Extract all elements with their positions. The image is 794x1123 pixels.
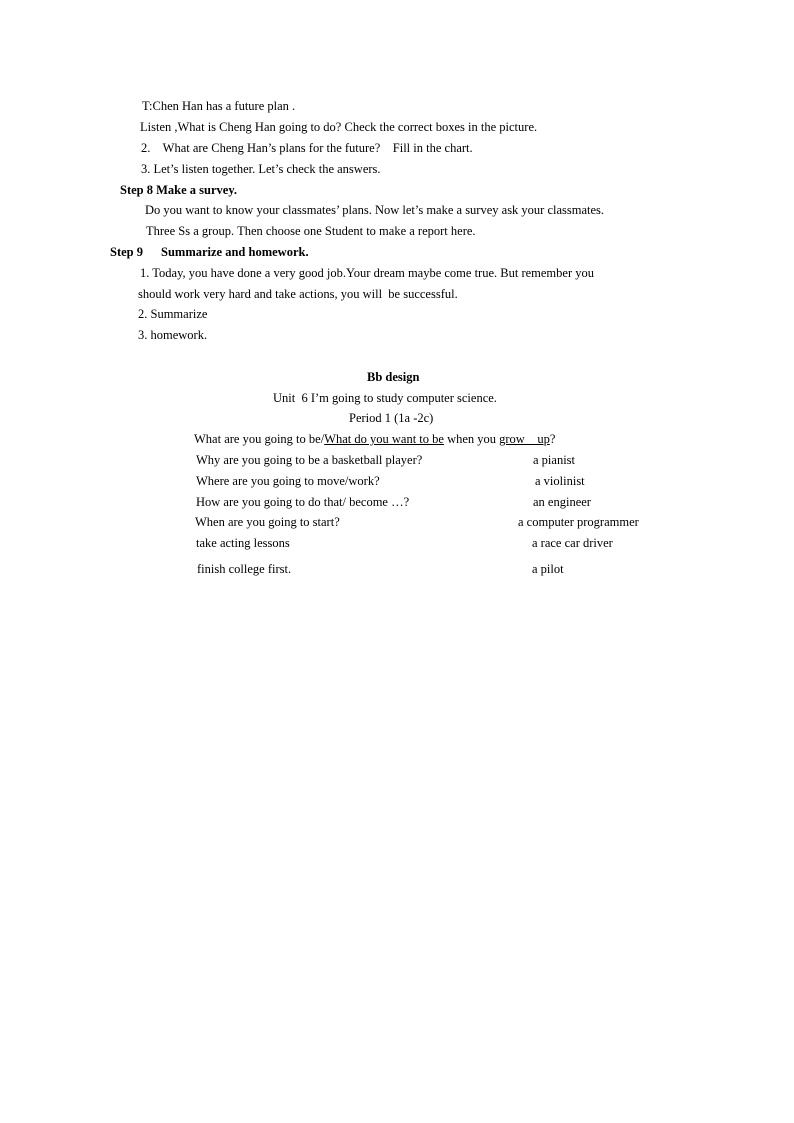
board-left-item: How are you going to do that/ become …? (196, 495, 410, 509)
board-question (194, 432, 555, 447)
step9-heading-step: Step 9 (110, 245, 143, 259)
intro-item-2: 2. What are Cheng Han’s plans for the future? Fill in the chart. (141, 141, 473, 155)
listen-line: Listen ,What is Cheng Han going to do? Check the correct boxes in the picture. (140, 120, 538, 134)
step8-line-1: Do you want to know your classmates’ plans. Now let’s make a survey ask your classmates. (145, 203, 605, 217)
board-question-part-2: when you (443, 432, 500, 446)
board-question-part-1: What are you going to be/ (194, 432, 325, 446)
step9-heading (110, 245, 309, 260)
step8-line-2: Three Ss a group. Then choose one Student to make a report here. (146, 224, 476, 238)
board-right-item: a pilot (532, 562, 564, 576)
teacher-line: T:Chen Han has a future plan . (142, 99, 296, 113)
board-period: Period 1 (1a -2c) (349, 411, 434, 425)
board-right-item: a violinist (535, 474, 585, 488)
step9-item-3: 3. homework. (138, 328, 208, 342)
board-right-item: an engineer (533, 495, 591, 509)
board-right-item: a computer programmer (518, 515, 639, 529)
board-left-item: finish college first. (197, 562, 292, 576)
step9-item-1-line-2: should work very hard and take actions, you will be successful. (138, 287, 458, 301)
step9-item-1-line-1: 1. Today, you have done a very good job.Your dream maybe come true. But remember you (140, 266, 594, 280)
step9-item-2: 2. Summarize (138, 307, 208, 321)
board-title: Bb design (367, 370, 420, 384)
board-question-part-3: ? (549, 432, 556, 446)
intro-item-3: 3. Let’s listen together. Let’s check the answers. (141, 162, 381, 176)
board-left-item: When are you going to start? (195, 515, 340, 529)
board-right-item: a pianist (533, 453, 576, 467)
board-left-item: Where are you going to move/work? (196, 474, 380, 488)
board-question-underlined-1: What do you want to be (324, 432, 444, 446)
board-question-underlined-2: grow up (499, 432, 550, 446)
board-right-item: a race car driver (532, 536, 613, 550)
board-left-item: take acting lessons (196, 536, 290, 550)
board-unit: Unit 6 I’m going to study computer science. (273, 391, 497, 405)
step9-heading-title: Summarize and homework. (161, 245, 309, 259)
step8-heading: Step 8 Make a survey. (120, 183, 238, 197)
board-left-item: Why are you going to be a basketball player? (196, 453, 423, 467)
